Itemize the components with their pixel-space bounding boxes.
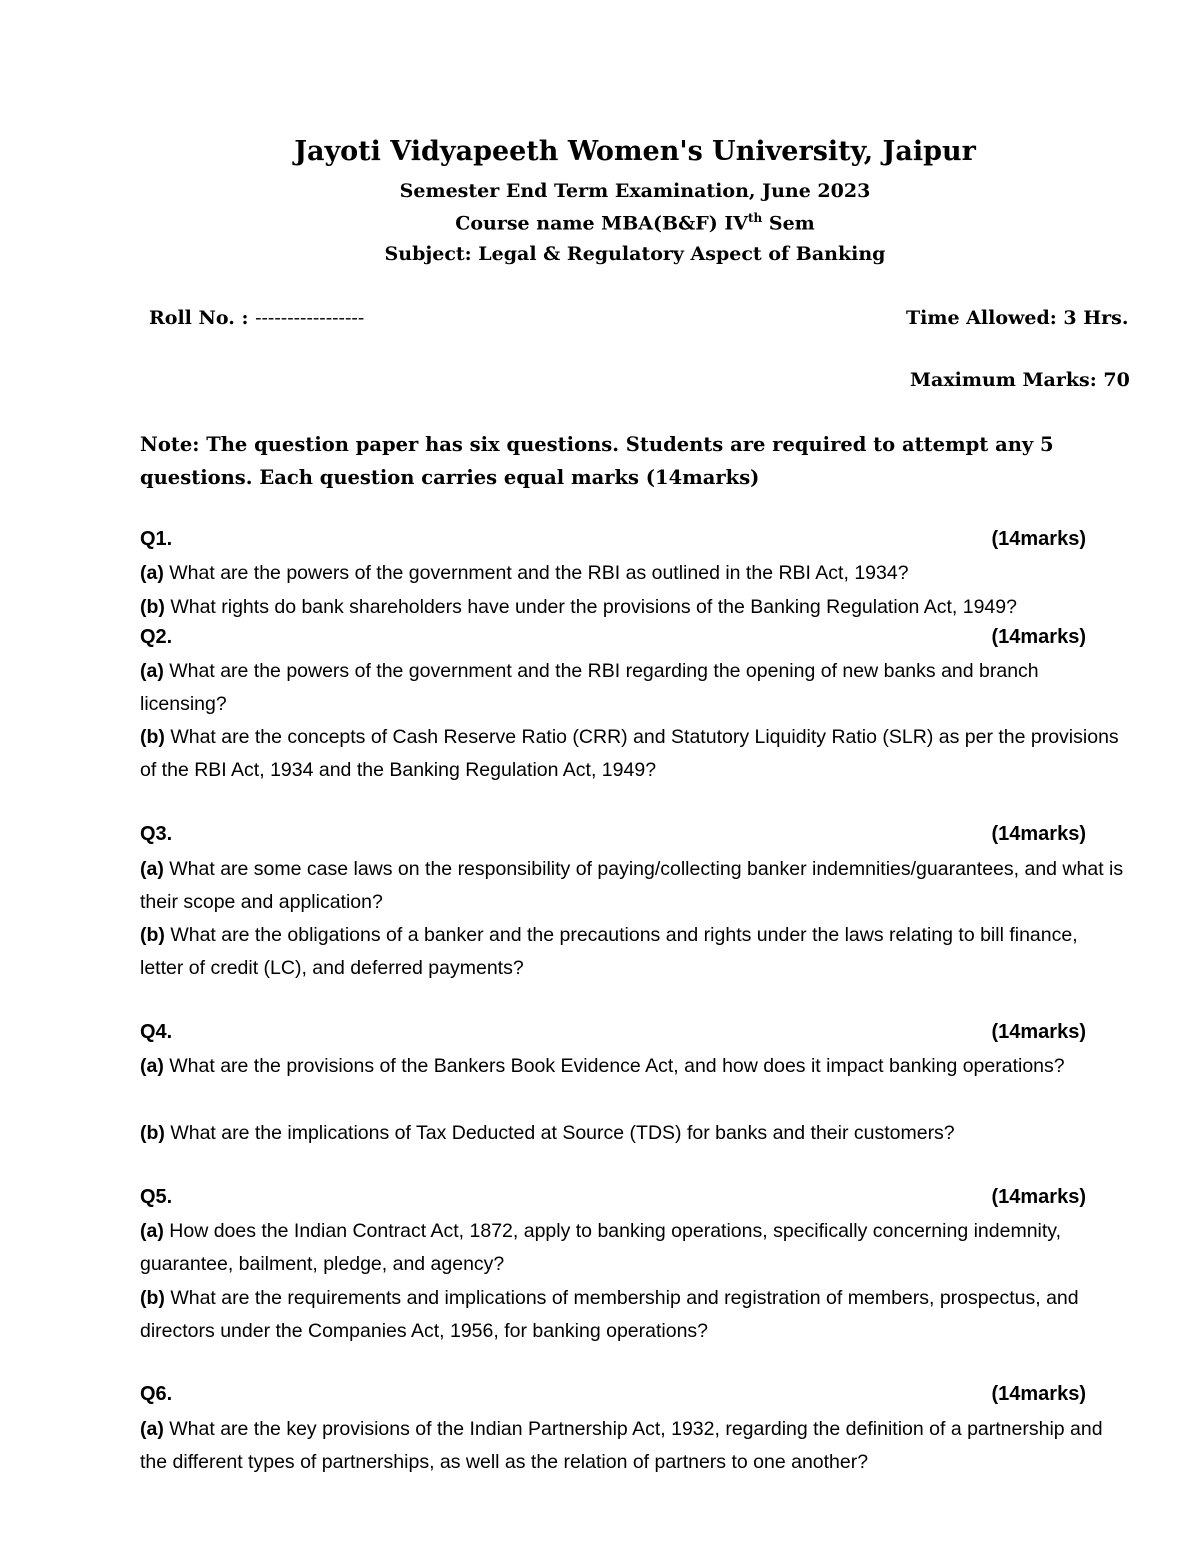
subject-title: Subject: Legal & Regulatory Aspect of Banking [384,243,886,265]
part-text: What are the implications of Tax Deducted at Source (TDS) for banks and their customers? [164,1122,955,1144]
question-number: Q2. [140,626,173,648]
question-part [140,1413,1125,1479]
part-text: What rights do bank shareholders have under the provisions of the Banking Regulation Act, 1949? [164,596,1017,618]
part-text: What are the requirements and implications of membership and registration of members, prospectus, and directors under the Companies Act, 1956, for banking operations? [140,1287,1079,1342]
maximum-marks: Maximum Marks: 70 [910,369,1130,391]
question-header [140,528,1086,558]
question-number: Q1. [140,528,173,550]
part-text: What are the obligations of a banker and the precautions and rights under the laws relating to bill finance, letter of credit (LC), and deferred payments? [140,924,1078,979]
part-text: What are the concepts of Cash Reserve Ratio (CRR) and Statutory Liquidity Ratio (SLR) as per the provisions of the RBI Act, 1934 and the Banking Regulation Act, 1949? [140,726,1119,781]
question-header [140,1383,1086,1413]
question-marks: (14marks) [991,823,1086,845]
question-header [140,1186,1086,1216]
question-marks: (14marks) [991,528,1086,550]
question-marks: (14marks) [991,626,1086,648]
question-part [140,557,1125,590]
question-number: Q5. [140,1186,173,1208]
question-part [140,1050,1125,1083]
course-name-sup: th [747,211,763,225]
part-text: How does the Indian Contract Act, 1872, apply to banking operations, specifically concerning indemnity, guarantee, bailment, pledge, and agency? [140,1220,1062,1275]
part-label: (b) [140,726,165,748]
part-label: (a) [140,660,164,682]
part-label: (a) [140,1055,164,1077]
question-header [140,823,1086,853]
part-label: (a) [140,858,164,880]
question-number: Q3. [140,823,173,845]
course-name-suffix: Sem [762,212,815,235]
part-text: What are the powers of the government and the RBI regarding the opening of new banks and branch licensing? [140,660,1039,715]
exam-title: Semester End Term Examination, June 2023 [399,180,871,202]
question-number: Q6. [140,1383,173,1405]
part-label: (b) [140,924,165,946]
university-title: Jayoti Vidyapeeth Women's University, Jaipur [294,136,976,167]
part-text: What are the provisions of the Bankers Book Evidence Act, and how does it impact banking operations? [163,1055,1065,1077]
question-number: Q4. [140,1021,173,1043]
part-label: (a) [140,1418,164,1440]
part-label: (b) [140,1122,165,1144]
question-part [140,655,1125,721]
question-header [140,1021,1086,1051]
question-part [140,853,1125,919]
part-text: What are the key provisions of the Indian Partnership Act, 1932, regarding the definition of a partnership and the different types of partnerships, as well as the relation of partners to one another? [140,1418,1103,1473]
question-part [140,591,1125,624]
part-text: What are some case laws on the responsibility of paying/collecting banker indemnities/guarantees, and what is their scope and application? [140,858,1124,913]
instructions-note: Note: The question paper has six questions. Students are required to attempt any 5 questions. Each question carries equal marks (14marks) [140,433,1054,489]
question-header [140,626,1086,656]
time-allowed: Time Allowed: 3 Hrs. [906,307,1129,329]
part-label: (b) [140,1287,165,1309]
question-part [140,721,1125,787]
part-label: (b) [140,596,165,618]
question-part [140,1282,1125,1348]
question-marks: (14marks) [991,1021,1086,1043]
roll-number-blank: ----------------- [255,307,365,329]
part-text: What are the powers of the government and the RBI as outlined in the RBI Act, 1934? [163,562,909,584]
part-label: (a) [140,562,164,584]
question-marks: (14marks) [991,1186,1086,1208]
course-name [0,211,1200,234]
roll-number-field [149,307,364,329]
course-name-prefix: Course name MBA(B&F) IV [455,212,748,235]
question-part [140,1117,1125,1150]
question-part [140,919,1125,985]
roll-number-label: Roll No. : [149,307,249,329]
question-marks: (14marks) [991,1383,1086,1405]
question-part [140,1215,1125,1281]
part-label: (a) [140,1220,164,1242]
